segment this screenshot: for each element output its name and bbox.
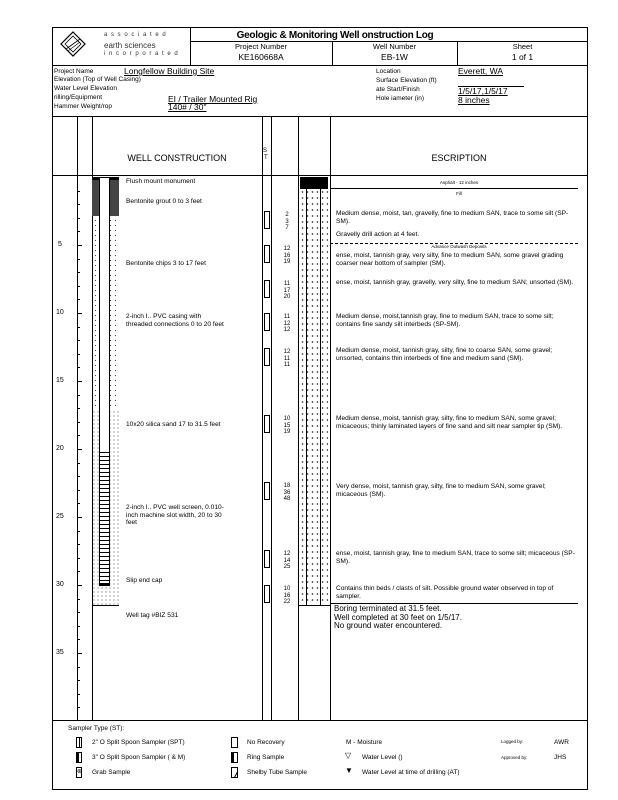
construction-note: Bentonite chips 3 to 17 feet [126,260,206,267]
depth-tick [77,585,82,586]
pvc-casing [99,178,110,449]
depth-tick [77,408,80,409]
soil-description: ense, moist, tannish gray, very silty, fine to medium SAN, some gravel grading coarser near bottom of sampler (SM). [336,252,564,267]
legend-spt: 2" O Split Spoon Sampler (SPT) [92,739,185,746]
depth-label: 20 [56,445,64,452]
blow-count: 18 [283,483,291,489]
depth-tick [77,571,80,572]
project-name: Longfellow Building Site [124,66,215,76]
hole-diameter-label: Hole iameter (in) [376,95,425,102]
sheet-number: 1 of 1 [511,52,534,62]
blow-count: 12 [283,320,291,327]
depth-tick [77,544,80,545]
legend-moisture: M - Moisture [346,739,383,746]
blow-count: 2 [285,212,289,218]
boring-end-line: Well completed at 30 feet on 1/5/17. [334,612,462,622]
depth-tick [77,299,80,300]
soil-description: Medium dense, moist, tannish gray, silty, fine to medium SAN, some gravel; micaceous; thinly laminated layers of fine sand and silt near sampler tip (SM). [336,415,563,430]
depth-tick [77,626,80,627]
depth-tick [77,449,82,450]
water-level-label: Water Level Elevation [54,85,117,92]
blow-count: 16 [283,252,291,259]
depth-tick [77,558,80,559]
depth-tick [77,313,82,314]
ring-sample-icon [231,752,238,763]
boring-end-note [334,605,462,631]
company-name-line2: earth sciences [104,41,156,50]
sheet-label: Sheet [512,42,533,51]
soil-description: ense, moist, tannish gray, gravelly, very silty, fine to medium SAN; unsorted (SM). [336,279,574,286]
legend-ring: Ring Sample [247,754,285,761]
depth-tick [77,367,80,368]
blow-count: 20 [283,294,291,300]
approved-by: JHS [554,754,567,761]
depth-tick [77,476,80,477]
blow-count: 19 [283,259,291,265]
construction-note: 2-inch I.. PVC well screen, 0.010-inch machine slot width, 20 to 30 feet [126,504,224,527]
construction-note: Well tag #BIZ 531 [126,612,179,619]
blow-count: 12 [283,246,291,252]
soil-description: Medium dense, moist, tan, gravelly, fine to medium SAN, trace to some silt (SP-SM). [336,210,569,225]
depth-tick [77,231,80,232]
blow-count: 14 [283,557,291,564]
logo-diamond-icon [60,31,86,57]
legend-grab: Grab Sample [92,769,131,776]
depth-tick [77,395,80,396]
hole-diameter: 8 inches [458,95,490,105]
blow-count: 11 [283,281,291,287]
depth-tick [77,517,82,518]
spt-sampler [264,415,270,433]
blow-count: 12 [283,551,291,557]
depth-tick [77,354,80,355]
depth-label: 15 [56,377,64,384]
no-recovery-icon [231,737,238,748]
soil-description: Medium dense, moist,tannish gray, fine to medium SAN, trace to some silt; contains fine sandy silt interbeds (SP-SM). [336,313,554,328]
construction-note: Slip end cap [126,577,163,584]
construction-note: Flush mount monument [126,178,196,185]
boring-end-line: No ground water encountered. [334,621,443,630]
depth-tick [77,286,80,287]
depth-tick [77,694,80,695]
date-label: ate Start/Finish [376,86,420,93]
depth-tick [77,653,82,654]
water-level-icon: ▽ [345,751,352,760]
pvc-well-screen [99,449,110,583]
depth-label: 10 [56,309,64,316]
page-title: Geologic & Monitoring Well onstruction Log [236,30,434,41]
depth-label: 25 [56,513,64,520]
blow-count: 25 [283,564,291,570]
spt-sampler-icon [76,737,82,748]
blow-count: 12 [283,349,291,355]
depth-tick [77,463,80,464]
logged-by: AWR [554,739,569,746]
spt-sampler [264,585,270,603]
depth-tick [77,599,80,600]
asphalt-layer [300,177,328,189]
legend-water-drill: Water Level at time of drilling (AT) [362,769,460,776]
blow-count: 7 [285,225,289,231]
soil-description: Gravelly drill action at 4 feet. [336,231,420,238]
deposits-header: Advance Outwash Deposits [431,244,487,249]
surface-elevation-label: Surface Elevation (ft) [376,77,437,84]
hammer-label: Hammer Weight/rop [54,103,113,110]
project-name-label: Project Name [54,68,94,75]
drilling-label: rilling/Equipment [54,94,103,101]
legend-shelby: Shelby Tube Sample [247,769,307,776]
hammer-weight: 140# / 30" [168,102,207,112]
blow-count: 10 [283,416,291,422]
depth-tick [77,422,80,423]
depth-tick [77,639,80,640]
depth-tick [77,272,80,273]
blow-count: 15 [283,422,291,429]
spt-sampler [264,482,270,500]
soil-description: Very dense, moist, tannish gray, silty, fine to medium SAN, some gravel; micaceous (SM). [336,483,546,498]
depth-tick [77,435,80,436]
blow-count: 19 [283,429,291,435]
soil-graphic-log [300,189,328,605]
spt-sampler [264,313,270,331]
blow-count: 48 [283,496,291,502]
depth-tick [77,531,80,532]
depth-tick [77,218,80,219]
legend-dm: 3" O Split Spoon Sampler ( & M) [92,754,186,761]
depth-label: 30 [56,581,64,588]
depth-label: 5 [58,241,62,248]
construction-note: 10x20 silica sand 17 to 31.5 feet [126,421,221,428]
t-column-header: T [264,155,268,161]
spt-sampler [264,245,270,263]
blow-count: 3 [285,218,289,225]
spt-sampler [264,348,270,366]
soil-description: ense, moist, tannish gray, fine to medium SAN, trace to some silt; micaceous (SP-SM). [336,550,575,565]
location: Everett, WA [458,66,504,76]
water-level-drilling-icon: ▼ [345,766,353,775]
depth-tick [77,340,80,341]
blow-count: 11 [283,314,291,320]
well-number-label: Well Number [372,42,417,51]
depth-tick [77,667,80,668]
legend-no-recovery: No Recovery [247,739,285,746]
soil-description: Contains thin beds / clasts of silt. Possible ground water observed in top of sampler. [336,585,554,600]
spt-sampler [264,211,270,229]
slip-end-cap [99,583,110,586]
asphalt-header: Asphalt - 12 inches [439,180,479,185]
project-number-label: Project Number [234,42,288,51]
blow-count: 11 [283,355,291,362]
depth-tick [77,707,80,708]
shelby-tube-icon [231,767,238,778]
location-label: Location [376,68,401,75]
depth-tick [77,680,80,681]
depth-tick [77,327,80,328]
depth-label: 35 [56,649,64,656]
s-column-header: S [263,148,268,154]
blow-count: 36 [283,489,291,496]
well-construction-header: WELL CONSTRUCTION [127,153,227,163]
company-name-line1: a s s o c i a t e d [104,32,167,38]
company-name-line3: i n c o r p o r a t e d [104,51,179,57]
date-start-finish: 1/5/17,1/5/17 [458,86,508,96]
spt-sampler [264,280,270,298]
project-number: KE160668A [238,52,284,62]
company-logo [60,31,86,57]
elevation-label: Elevation (Top of Well Casing) [54,76,141,83]
blow-count: 16 [283,592,291,599]
spt-sampler [264,550,270,568]
legend-water-level: Water Level () [362,754,403,761]
depth-tick [77,191,80,192]
blow-count: 11 [283,362,291,368]
fill-header: Fill [456,191,462,196]
well-number: EB-1W [381,52,408,62]
blow-count: 17 [283,287,291,294]
drilling-equipment: EI / Trailer Mounted Rig [168,94,258,104]
construction-note: 2-inch I.. PVC casing with threaded connections 0 to 20 feet [126,313,224,328]
legend-title: Sampler Type (ST): [68,725,125,732]
depth-tick [77,204,80,205]
construction-note: Bentonite grout 0 to 3 feet [126,198,202,205]
depth-tick [77,612,80,613]
blow-count: 10 [283,586,291,592]
soil-description: Medium dense, moist, tannish gray, silty, fine to coarse SAN, some gravel; unsorted, contains thin interbeds of fine and medium sand (SM). [336,347,553,362]
boring-end-line: Boring terminated at 31.5 feet. [334,604,442,613]
depth-tick [77,245,82,246]
description-header: ESCRIPTION [431,153,487,163]
depth-tick [77,259,80,260]
depth-tick [77,490,80,491]
dm-sampler-icon [76,752,82,763]
diagonal-slash-icon [232,770,238,778]
approved-by-label: Approved by: [501,755,528,760]
logged-by-label: Logged by: [501,739,524,744]
depth-tick [77,503,80,504]
depth-tick [77,381,82,382]
grab-sample-icon: ⊗ [76,767,82,778]
blow-count: 22 [283,599,291,605]
blow-count: 12 [283,327,291,333]
